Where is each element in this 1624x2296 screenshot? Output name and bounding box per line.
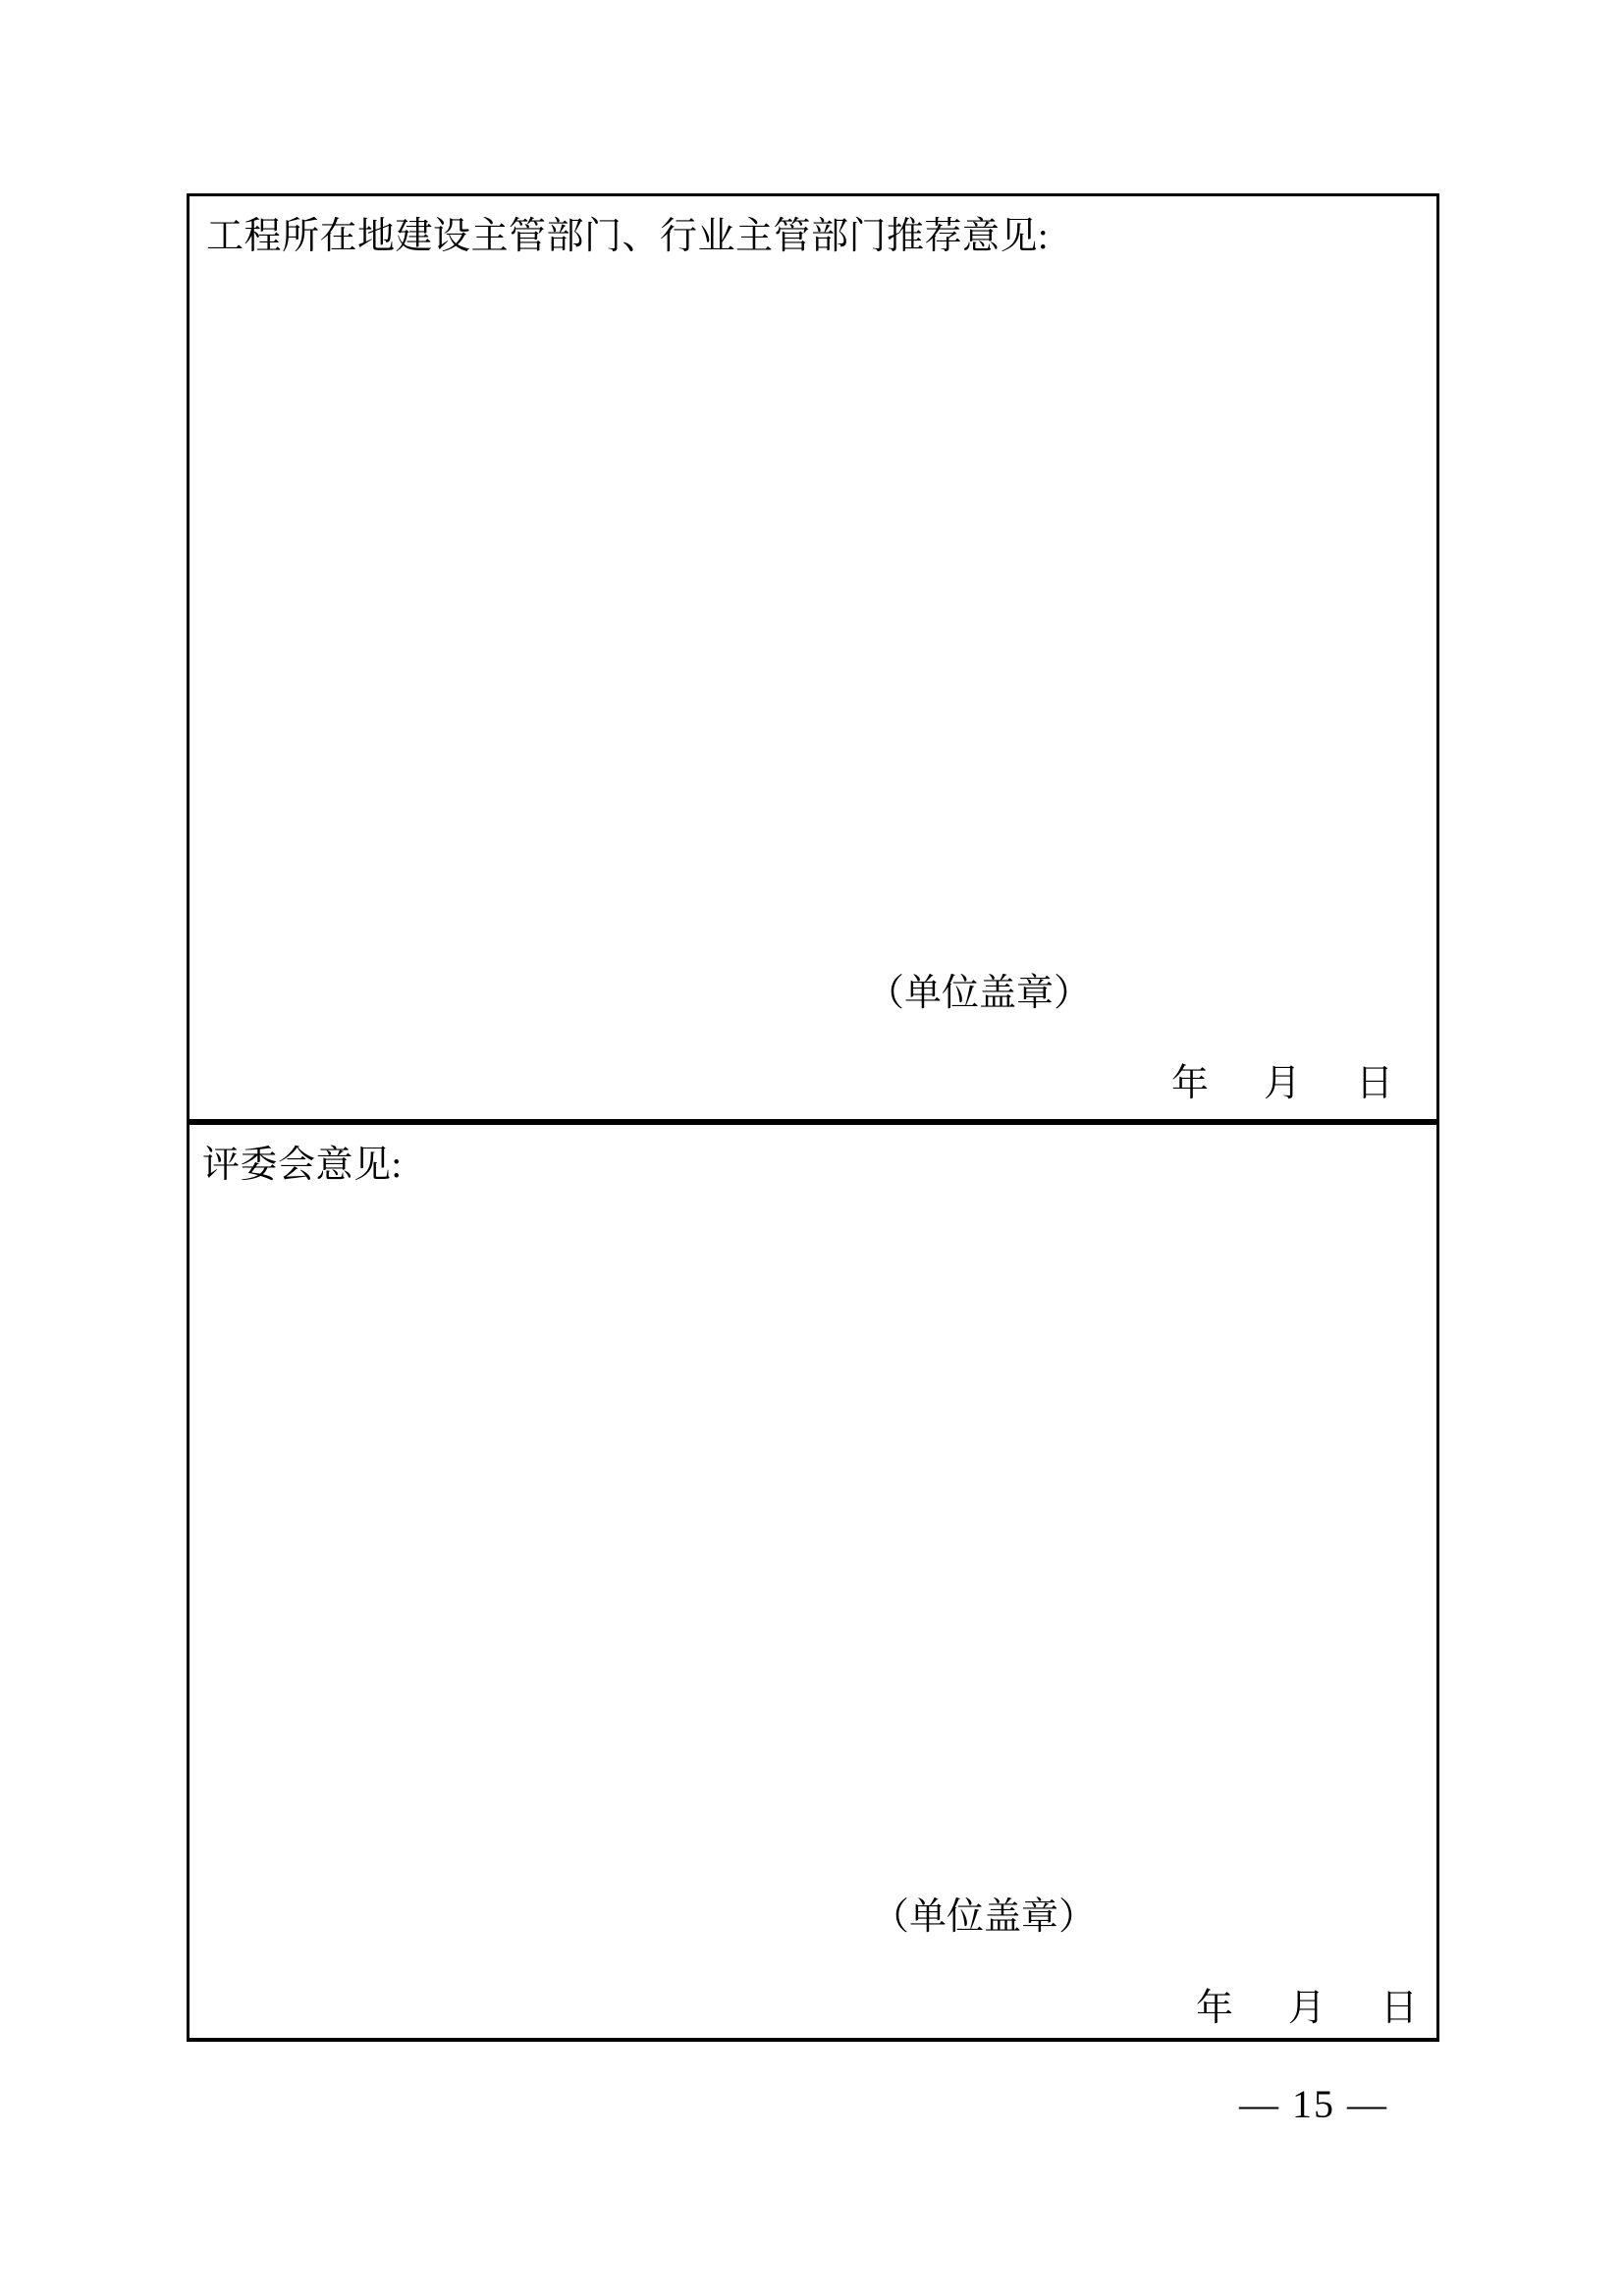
recommendation-date-month-label: 月 — [1264, 1063, 1302, 1104]
committee-date-month-label: 月 — [1288, 1988, 1326, 2029]
recommendation-seal-placeholder: （单位盖章） — [867, 973, 1092, 1014]
recommendation-date-year-label: 年 — [1171, 1063, 1210, 1104]
committee-date-line — [1196, 1977, 1418, 2031]
recommendation-opinion-title: 工程所在地建设主管部门、行业主管部门推荐意见: — [206, 216, 1050, 257]
opinion-form-table — [187, 193, 1439, 2042]
page-number: — 15 — — [1239, 2082, 1388, 2126]
committee-date-year-label: 年 — [1196, 1988, 1234, 2029]
recommendation-date-line — [1171, 1052, 1393, 1106]
committee-opinion-cell — [189, 1119, 1436, 2038]
recommendation-date-day-label: 日 — [1356, 1063, 1394, 1104]
committee-date-day-label: 日 — [1380, 1988, 1419, 2029]
committee-seal-placeholder: （单位盖章） — [872, 1896, 1097, 1938]
committee-opinion-title: 评委会意见: — [202, 1145, 403, 1186]
recommendation-opinion-cell — [189, 196, 1436, 1119]
